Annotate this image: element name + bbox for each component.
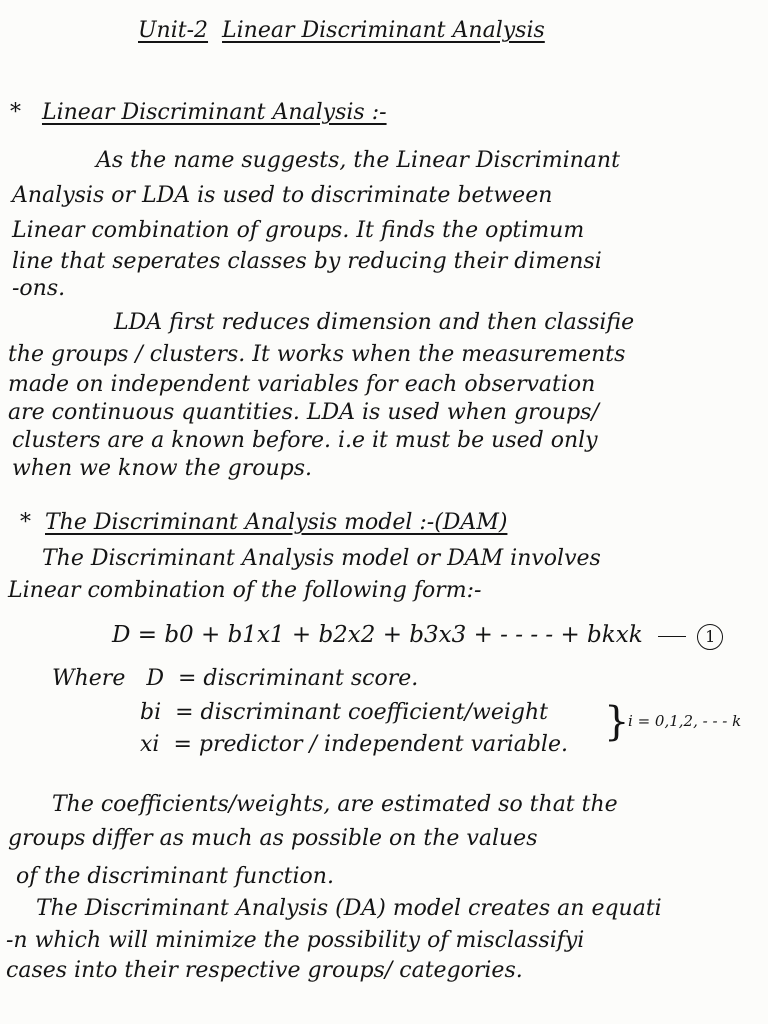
para1-line: -ons. <box>12 276 66 301</box>
section2-heading <box>20 510 507 536</box>
para3-line: groups differ as much as possible on the values <box>8 826 538 851</box>
where-definition: = discriminant coefficient/weight <box>175 700 549 725</box>
where-row <box>140 700 548 726</box>
para4-line: The Discriminant Analysis (DA) model creates an equati <box>36 896 662 921</box>
page-title <box>138 18 545 44</box>
where-symbol: D <box>146 666 164 691</box>
where-row <box>140 732 568 758</box>
para4-line: cases into their respective groups/ categories. <box>6 958 523 983</box>
section2-heading-text: The Discriminant Analysis model :-(DAM) <box>45 510 508 535</box>
para2-line: the groups / clusters. It works when the measurements <box>8 342 626 367</box>
where-prefix: Where <box>52 666 126 691</box>
equation-dash <box>658 636 686 637</box>
where-row <box>52 666 418 692</box>
equation <box>112 622 723 650</box>
equation-number-badge: 1 <box>697 624 723 650</box>
para4-line: -n which will minimize the possibility of misclassifyi <box>6 928 585 953</box>
bullet-icon: * <box>20 510 31 535</box>
para2-line: made on independent variables for each observation <box>8 372 596 397</box>
para1-line: Analysis or LDA is used to discriminate between <box>12 183 553 208</box>
para2-line: clusters are a known before. i.e it must be used only <box>12 428 598 453</box>
para1-line: line that seperates classes by reducing their dimensi <box>12 249 602 274</box>
section1-heading <box>10 100 387 126</box>
para3-line: The coefficients/weights, are estimated so that the <box>52 792 618 817</box>
where-definition: = discriminant score. <box>177 666 419 691</box>
bullet-icon: * <box>10 100 21 125</box>
para3-line: of the discriminant function. <box>16 864 334 889</box>
title-topic: Linear Discriminant Analysis <box>222 18 545 43</box>
where-definition: = predictor / independent variable. <box>173 732 568 757</box>
para2-line: when we know the groups. <box>12 456 312 481</box>
equation-text: D = b0 + b1x1 + b2x2 + b3x3 + - - - - + bkxk <box>112 622 643 648</box>
intro-line: The Discriminant Analysis model or DAM involves <box>42 546 601 571</box>
intro-line: Linear combination of the following form:- <box>8 578 482 603</box>
para2-line: are continuous quantities. LDA is used when groups/ <box>8 400 599 425</box>
title-unit: Unit-2 <box>138 18 209 43</box>
para1-line: As the name suggests, the Linear Discriminant <box>96 148 620 173</box>
para2-line: LDA first reduces dimension and then classifie <box>114 310 635 335</box>
where-symbol: bi <box>140 700 162 725</box>
where-symbol: xi <box>140 732 160 757</box>
brace-icon: } <box>604 699 630 745</box>
index-range: i = 0,1,2, - - - k <box>628 712 742 730</box>
para1-line: Linear combination of groups. It finds the optimum <box>12 218 585 243</box>
section1-heading-text: Linear Discriminant Analysis :- <box>41 100 387 125</box>
